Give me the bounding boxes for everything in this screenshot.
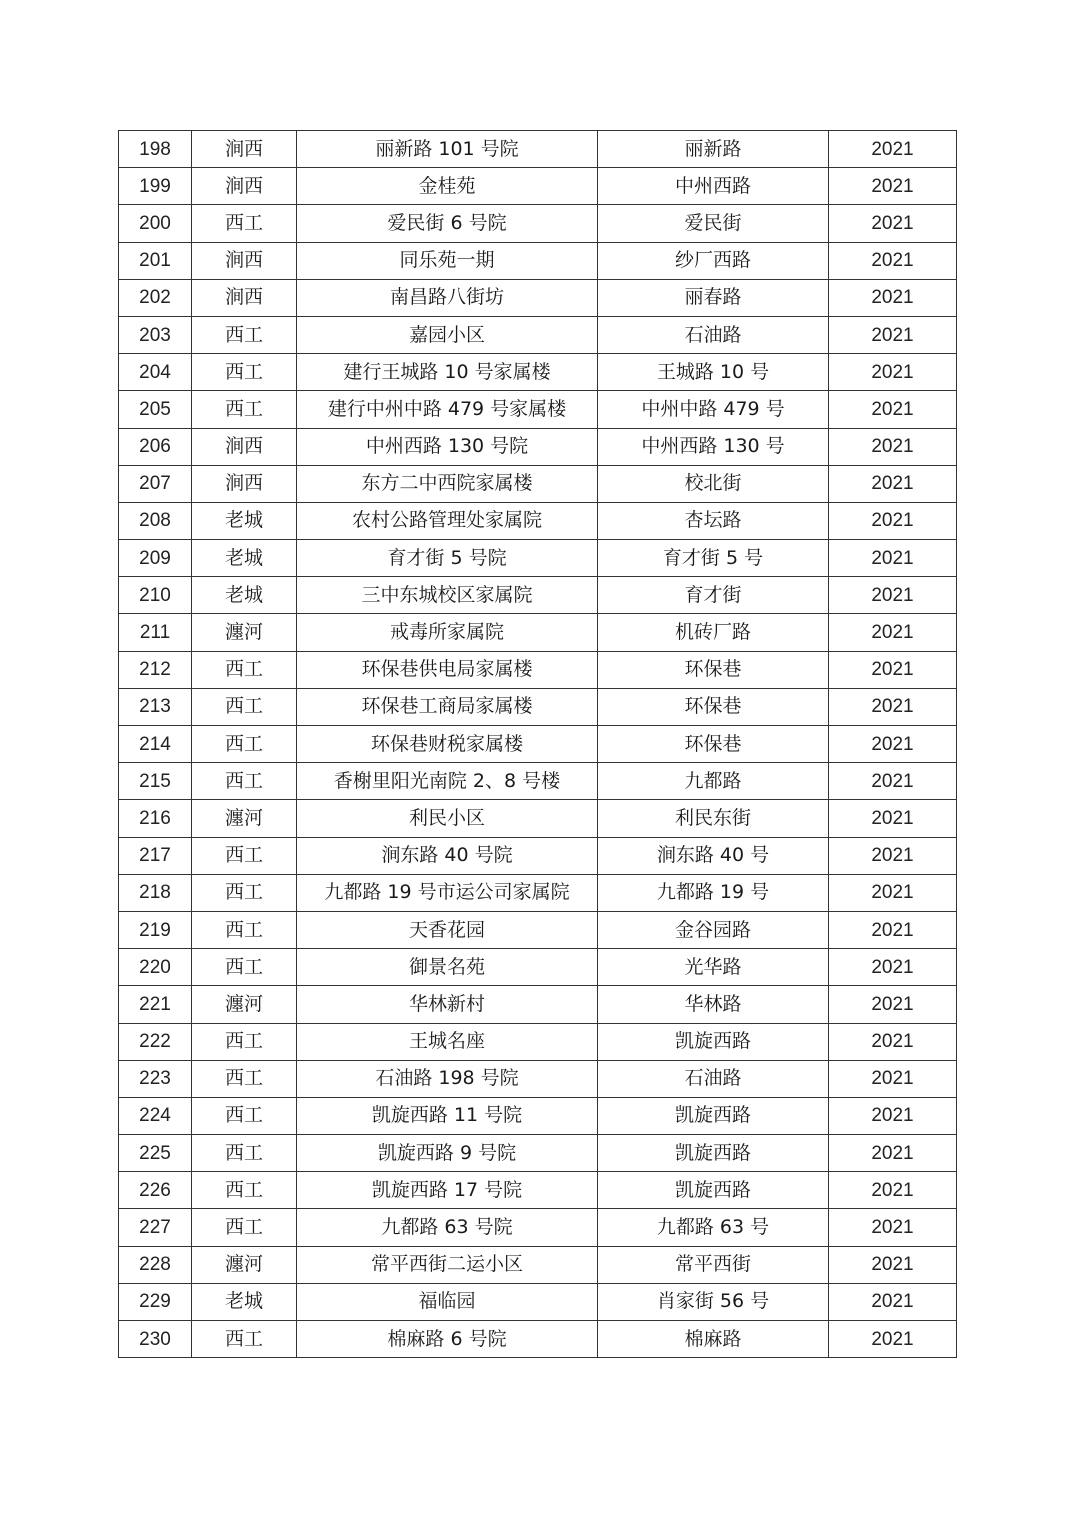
records-table xyxy=(118,130,957,1358)
year-cell: 2021 xyxy=(829,1172,957,1209)
row-number-cell: 217 xyxy=(119,837,192,874)
row-number-cell: 215 xyxy=(119,763,192,800)
road-cell: 石油路 xyxy=(598,316,829,353)
table-row xyxy=(119,763,957,800)
district-cell: 涧西 xyxy=(192,279,297,316)
table-row xyxy=(119,726,957,763)
year-cell: 2021 xyxy=(829,1246,957,1283)
road-cell: 环保巷 xyxy=(598,726,829,763)
road-cell: 丽新路 xyxy=(598,131,829,168)
year-cell: 2021 xyxy=(829,577,957,614)
road-cell: 丽春路 xyxy=(598,279,829,316)
community-name-cell: 同乐苑一期 xyxy=(297,242,598,279)
district-cell: 西工 xyxy=(192,1209,297,1246)
district-cell: 老城 xyxy=(192,540,297,577)
year-cell: 2021 xyxy=(829,1283,957,1320)
year-cell: 2021 xyxy=(829,1209,957,1246)
table-row xyxy=(119,502,957,539)
year-cell: 2021 xyxy=(829,279,957,316)
road-cell: 中州西路 xyxy=(598,168,829,205)
road-cell: 肖家街 56 号 xyxy=(598,1283,829,1320)
year-cell: 2021 xyxy=(829,354,957,391)
year-cell: 2021 xyxy=(829,688,957,725)
row-number-cell: 220 xyxy=(119,949,192,986)
district-cell: 西工 xyxy=(192,1135,297,1172)
table-row xyxy=(119,1023,957,1060)
community-name-cell: 凯旋西路 9 号院 xyxy=(297,1135,598,1172)
community-name-cell: 爱民街 6 号院 xyxy=(297,205,598,242)
road-cell: 九都路 63 号 xyxy=(598,1209,829,1246)
road-cell: 凯旋西路 xyxy=(598,1172,829,1209)
community-name-cell: 石油路 198 号院 xyxy=(297,1060,598,1097)
road-cell: 校北街 xyxy=(598,465,829,502)
row-number-cell: 201 xyxy=(119,242,192,279)
community-name-cell: 天香花园 xyxy=(297,911,598,948)
district-cell: 西工 xyxy=(192,1023,297,1060)
table-row xyxy=(119,911,957,948)
table-row xyxy=(119,465,957,502)
district-cell: 瀍河 xyxy=(192,1246,297,1283)
district-cell: 瀍河 xyxy=(192,614,297,651)
row-number-cell: 222 xyxy=(119,1023,192,1060)
community-name-cell: 环保巷财税家属楼 xyxy=(297,726,598,763)
community-name-cell: 中州西路 130 号院 xyxy=(297,428,598,465)
year-cell: 2021 xyxy=(829,800,957,837)
road-cell: 机砖厂路 xyxy=(598,614,829,651)
road-cell: 金谷园路 xyxy=(598,911,829,948)
district-cell: 西工 xyxy=(192,1097,297,1134)
community-name-cell: 九都路 19 号市运公司家属院 xyxy=(297,874,598,911)
community-name-cell: 建行中州中路 479 号家属楼 xyxy=(297,391,598,428)
table-row xyxy=(119,1246,957,1283)
road-cell: 石油路 xyxy=(598,1060,829,1097)
year-cell: 2021 xyxy=(829,205,957,242)
table-row xyxy=(119,986,957,1023)
district-cell: 西工 xyxy=(192,205,297,242)
row-number-cell: 216 xyxy=(119,800,192,837)
table-row xyxy=(119,391,957,428)
table-row xyxy=(119,1135,957,1172)
year-cell: 2021 xyxy=(829,986,957,1023)
year-cell: 2021 xyxy=(829,1097,957,1134)
year-cell: 2021 xyxy=(829,168,957,205)
district-cell: 涧西 xyxy=(192,242,297,279)
road-cell: 九都路 xyxy=(598,763,829,800)
district-cell: 西工 xyxy=(192,837,297,874)
row-number-cell: 199 xyxy=(119,168,192,205)
district-cell: 西工 xyxy=(192,354,297,391)
table-row xyxy=(119,316,957,353)
year-cell: 2021 xyxy=(829,391,957,428)
row-number-cell: 205 xyxy=(119,391,192,428)
year-cell: 2021 xyxy=(829,465,957,502)
road-cell: 育才街 5 号 xyxy=(598,540,829,577)
road-cell: 环保巷 xyxy=(598,651,829,688)
row-number-cell: 223 xyxy=(119,1060,192,1097)
district-cell: 老城 xyxy=(192,1283,297,1320)
district-cell: 西工 xyxy=(192,949,297,986)
district-cell: 西工 xyxy=(192,874,297,911)
year-cell: 2021 xyxy=(829,949,957,986)
table-row xyxy=(119,1172,957,1209)
community-name-cell: 御景名苑 xyxy=(297,949,598,986)
district-cell: 涧西 xyxy=(192,465,297,502)
community-name-cell: 戒毒所家属院 xyxy=(297,614,598,651)
table-row xyxy=(119,540,957,577)
district-cell: 西工 xyxy=(192,1172,297,1209)
row-number-cell: 218 xyxy=(119,874,192,911)
community-name-cell: 育才街 5 号院 xyxy=(297,540,598,577)
road-cell: 杏坛路 xyxy=(598,502,829,539)
row-number-cell: 202 xyxy=(119,279,192,316)
road-cell: 爱民街 xyxy=(598,205,829,242)
table-body xyxy=(119,131,957,1358)
community-name-cell: 南昌路八街坊 xyxy=(297,279,598,316)
community-name-cell: 丽新路 101 号院 xyxy=(297,131,598,168)
year-cell: 2021 xyxy=(829,131,957,168)
district-cell: 西工 xyxy=(192,391,297,428)
road-cell: 常平西街 xyxy=(598,1246,829,1283)
road-cell: 凯旋西路 xyxy=(598,1097,829,1134)
row-number-cell: 198 xyxy=(119,131,192,168)
table-row xyxy=(119,1097,957,1134)
district-cell: 西工 xyxy=(192,1060,297,1097)
road-cell: 棉麻路 xyxy=(598,1321,829,1358)
community-name-cell: 棉麻路 6 号院 xyxy=(297,1321,598,1358)
table-row xyxy=(119,279,957,316)
year-cell: 2021 xyxy=(829,428,957,465)
district-cell: 西工 xyxy=(192,316,297,353)
road-cell: 利民东街 xyxy=(598,800,829,837)
community-name-cell: 常平西街二运小区 xyxy=(297,1246,598,1283)
table-row xyxy=(119,688,957,725)
community-name-cell: 三中东城校区家属院 xyxy=(297,577,598,614)
table-row xyxy=(119,168,957,205)
district-cell: 西工 xyxy=(192,688,297,725)
row-number-cell: 229 xyxy=(119,1283,192,1320)
row-number-cell: 212 xyxy=(119,651,192,688)
table-row xyxy=(119,1209,957,1246)
year-cell: 2021 xyxy=(829,911,957,948)
road-cell: 纱厂西路 xyxy=(598,242,829,279)
row-number-cell: 210 xyxy=(119,577,192,614)
road-cell: 凯旋西路 xyxy=(598,1135,829,1172)
year-cell: 2021 xyxy=(829,874,957,911)
year-cell: 2021 xyxy=(829,1135,957,1172)
community-name-cell: 嘉园小区 xyxy=(297,316,598,353)
community-name-cell: 九都路 63 号院 xyxy=(297,1209,598,1246)
table-row xyxy=(119,837,957,874)
road-cell: 涧东路 40 号 xyxy=(598,837,829,874)
row-number-cell: 228 xyxy=(119,1246,192,1283)
district-cell: 西工 xyxy=(192,1321,297,1358)
table-row xyxy=(119,949,957,986)
district-cell: 涧西 xyxy=(192,131,297,168)
row-number-cell: 219 xyxy=(119,911,192,948)
year-cell: 2021 xyxy=(829,651,957,688)
row-number-cell: 211 xyxy=(119,614,192,651)
district-cell: 瀍河 xyxy=(192,986,297,1023)
row-number-cell: 200 xyxy=(119,205,192,242)
community-name-cell: 王城名座 xyxy=(297,1023,598,1060)
row-number-cell: 206 xyxy=(119,428,192,465)
community-name-cell: 凯旋西路 17 号院 xyxy=(297,1172,598,1209)
year-cell: 2021 xyxy=(829,837,957,874)
district-cell: 涧西 xyxy=(192,428,297,465)
district-cell: 老城 xyxy=(192,577,297,614)
row-number-cell: 204 xyxy=(119,354,192,391)
year-cell: 2021 xyxy=(829,242,957,279)
table-row xyxy=(119,428,957,465)
district-cell: 涧西 xyxy=(192,168,297,205)
table-row xyxy=(119,205,957,242)
community-name-cell: 福临园 xyxy=(297,1283,598,1320)
row-number-cell: 227 xyxy=(119,1209,192,1246)
road-cell: 光华路 xyxy=(598,949,829,986)
road-cell: 中州西路 130 号 xyxy=(598,428,829,465)
community-name-cell: 环保巷工商局家属楼 xyxy=(297,688,598,725)
community-name-cell: 华林新村 xyxy=(297,986,598,1023)
district-cell: 老城 xyxy=(192,502,297,539)
road-cell: 中州中路 479 号 xyxy=(598,391,829,428)
table-row xyxy=(119,1321,957,1358)
table-row xyxy=(119,614,957,651)
year-cell: 2021 xyxy=(829,763,957,800)
district-cell: 西工 xyxy=(192,726,297,763)
community-name-cell: 东方二中西院家属楼 xyxy=(297,465,598,502)
row-number-cell: 203 xyxy=(119,316,192,353)
district-cell: 西工 xyxy=(192,763,297,800)
row-number-cell: 209 xyxy=(119,540,192,577)
row-number-cell: 226 xyxy=(119,1172,192,1209)
table-row xyxy=(119,800,957,837)
district-cell: 瀍河 xyxy=(192,800,297,837)
year-cell: 2021 xyxy=(829,614,957,651)
road-cell: 华林路 xyxy=(598,986,829,1023)
table-row xyxy=(119,354,957,391)
table-row xyxy=(119,874,957,911)
year-cell: 2021 xyxy=(829,1321,957,1358)
road-cell: 九都路 19 号 xyxy=(598,874,829,911)
community-name-cell: 涧东路 40 号院 xyxy=(297,837,598,874)
table-row xyxy=(119,242,957,279)
row-number-cell: 208 xyxy=(119,502,192,539)
year-cell: 2021 xyxy=(829,502,957,539)
row-number-cell: 224 xyxy=(119,1097,192,1134)
year-cell: 2021 xyxy=(829,726,957,763)
row-number-cell: 213 xyxy=(119,688,192,725)
road-cell: 环保巷 xyxy=(598,688,829,725)
year-cell: 2021 xyxy=(829,540,957,577)
table-row xyxy=(119,1283,957,1320)
row-number-cell: 230 xyxy=(119,1321,192,1358)
community-name-cell: 环保巷供电局家属楼 xyxy=(297,651,598,688)
road-cell: 王城路 10 号 xyxy=(598,354,829,391)
table-row xyxy=(119,577,957,614)
row-number-cell: 221 xyxy=(119,986,192,1023)
community-name-cell: 利民小区 xyxy=(297,800,598,837)
community-name-cell: 农村公路管理处家属院 xyxy=(297,502,598,539)
row-number-cell: 225 xyxy=(119,1135,192,1172)
community-name-cell: 香榭里阳光南院 2、8 号楼 xyxy=(297,763,598,800)
table-row xyxy=(119,131,957,168)
road-cell: 凯旋西路 xyxy=(598,1023,829,1060)
district-cell: 西工 xyxy=(192,651,297,688)
row-number-cell: 214 xyxy=(119,726,192,763)
community-name-cell: 金桂苑 xyxy=(297,168,598,205)
table-row xyxy=(119,1060,957,1097)
road-cell: 育才街 xyxy=(598,577,829,614)
year-cell: 2021 xyxy=(829,1060,957,1097)
year-cell: 2021 xyxy=(829,316,957,353)
district-cell: 西工 xyxy=(192,911,297,948)
community-name-cell: 凯旋西路 11 号院 xyxy=(297,1097,598,1134)
year-cell: 2021 xyxy=(829,1023,957,1060)
row-number-cell: 207 xyxy=(119,465,192,502)
table-row xyxy=(119,651,957,688)
community-name-cell: 建行王城路 10 号家属楼 xyxy=(297,354,598,391)
